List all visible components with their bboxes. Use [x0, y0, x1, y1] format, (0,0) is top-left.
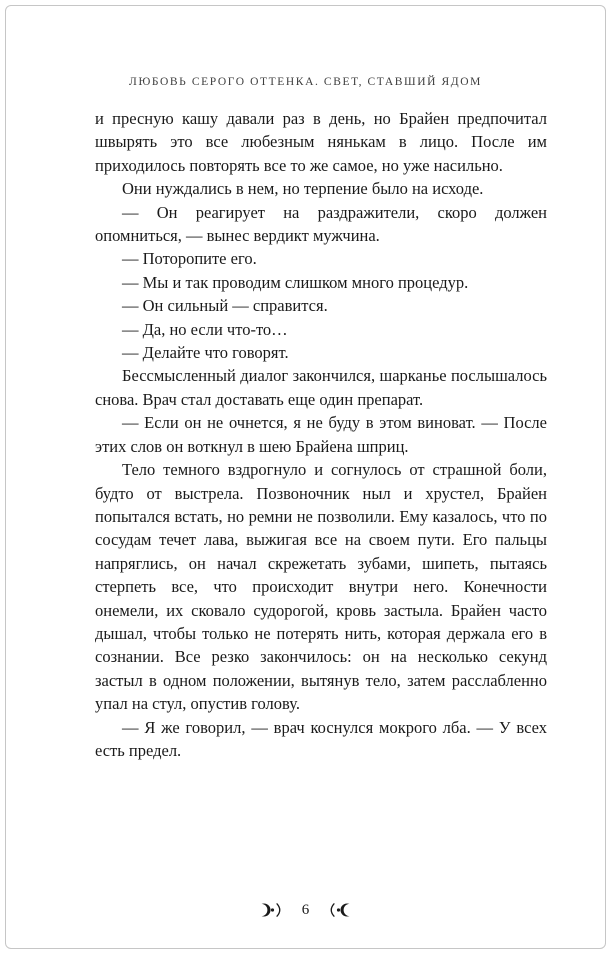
paragraph: — Он сильный — справится. [122, 296, 328, 316]
page-footer [0, 902, 611, 918]
paragraph: Они нуждались в нем, но терпение было на исходе. [122, 179, 484, 199]
crescent-moon-dot-right-icon [325, 902, 355, 918]
paragraph: — Я же говорил, — врач коснулся мокрого лба. — У всех есть предел. [95, 717, 547, 760]
page-number: 6 [301, 902, 310, 918]
paragraph: — Мы и так проводим слишком много процедур. [122, 272, 469, 292]
running-header: ЛЮБОВЬ СЕРОГО ОТТЕНКА. СВЕТ, СТАВШИЙ ЯДОМ [129, 76, 482, 88]
paragraph: — Он реагирует на раздражители, скоро должен опомниться, — вынес вердикт мужчина. [95, 202, 547, 246]
paragraph: Тело темного вздрогнуло и согнулось от страшной боли, будто от выстрела. Позвоночник ныл и хрустел, Брайен попытался встать, но ремни не позволили. Ему казалось, что по сосудам течет лава, выжигая все на своем пути. Его пальцы напряглись, он начал скрежетать зубами, шипеть, пытаясь стерпеть все, что происходит внутри него. Конечности онемели, их сковало судорогой, кровь застыла. Брайен часто дышал, чтобы только не потерять нить, которая держала его в сознании. Все резко закончилось: он на несколько секунд застыл в одном положении, вытянув тело, затем расслабленно упал на стул, опустив голову. [95, 460, 547, 714]
paragraph: — Поторопите его. [122, 249, 257, 269]
crescent-moon-dot-left-icon [256, 902, 286, 918]
paragraph: и пресную кашу давали раз в день, но Брайен предпочитал швырять это все любезным нянькам в лицо. После им приходилось повторять все то же самое, но уже насильно. [95, 109, 547, 175]
paragraph: — Делайте что говорят. [122, 343, 289, 363]
paragraph: Бессмысленный диалог закончился, шарканье послышалось снова. Врач стал доставать еще один препарат. [95, 366, 547, 409]
body-text [95, 107, 547, 762]
paragraph: — Да, но если что-то… [122, 319, 288, 339]
paragraph: — Если он не очнется, я не буду в этом виноват. — После этих слов он воткнул в шею Брайена шприц. [95, 413, 547, 456]
